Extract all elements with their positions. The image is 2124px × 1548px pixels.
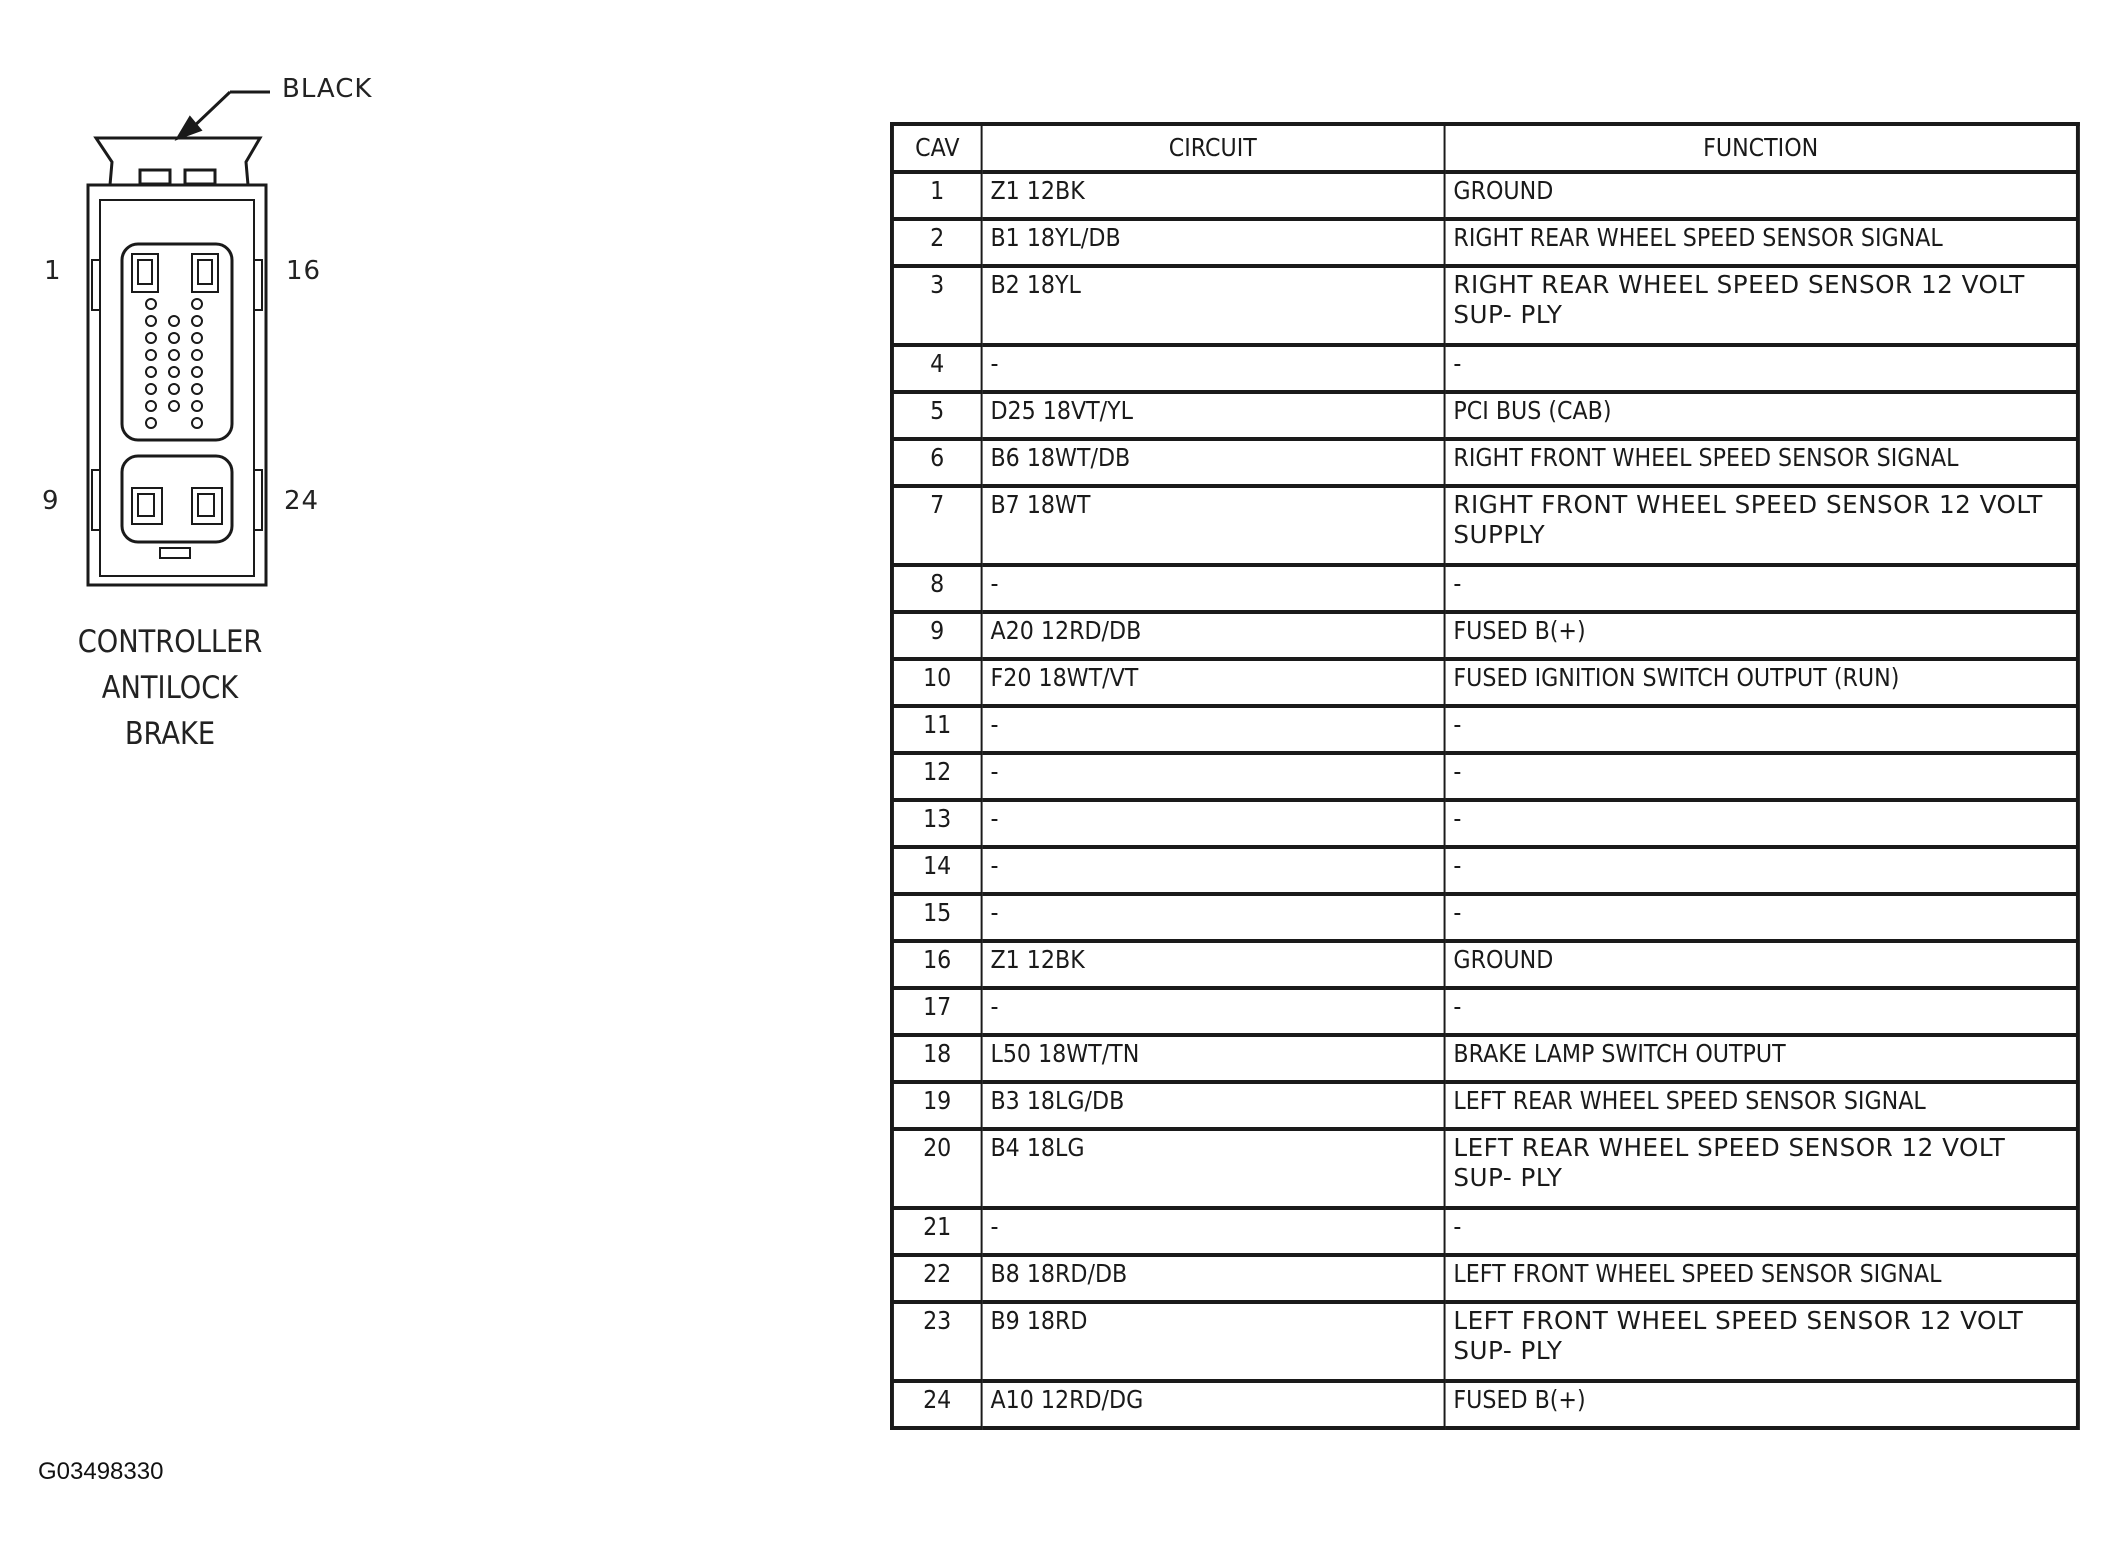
pin-label-bottom-right: 24 — [284, 486, 320, 516]
cell-cav: 19 — [892, 1082, 982, 1129]
cell-cav: 2 — [892, 219, 982, 266]
cell-cav: 15 — [892, 894, 982, 941]
cell-circuit: - — [982, 1208, 1445, 1255]
table-row — [892, 706, 2078, 753]
connector-latch — [96, 138, 260, 185]
table-row — [892, 1035, 2078, 1082]
table-row — [892, 894, 2078, 941]
pin-holes — [146, 299, 202, 428]
pin-hole — [169, 316, 179, 326]
cell-function: - — [1445, 1208, 2078, 1255]
cell-circuit: B4 18LG — [982, 1129, 1445, 1208]
callout-arrowhead-icon — [178, 118, 200, 138]
pin-label-top-right: 16 — [286, 256, 322, 286]
cell-circuit: - — [982, 800, 1445, 847]
cell-cav: 12 — [892, 753, 982, 800]
cell-circuit: A10 12RD/DG — [982, 1381, 1445, 1428]
pin-hole — [192, 350, 202, 360]
figure-id: G03498330 — [38, 1458, 164, 1485]
cell-cav: 6 — [892, 439, 982, 486]
cell-circuit: B9 18RD — [982, 1302, 1445, 1381]
latch-slot-right — [185, 170, 215, 184]
cell-circuit: Z1 12BK — [982, 172, 1445, 219]
cell-function: LEFT FRONT WHEEL SPEED SENSOR 12 VOLT SUP- PLY — [1445, 1302, 2078, 1381]
header-function: FUNCTION — [1445, 124, 2078, 172]
table-row — [892, 1129, 2078, 1208]
cell-function: - — [1445, 753, 2078, 800]
pin-hole — [146, 350, 156, 360]
table-row — [892, 486, 2078, 565]
cell-function: - — [1445, 988, 2078, 1035]
table-row — [892, 659, 2078, 706]
cell-cav: 18 — [892, 1035, 982, 1082]
cell-function: RIGHT REAR WHEEL SPEED SENSOR SIGNAL — [1445, 219, 2078, 266]
table-row — [892, 1255, 2078, 1302]
cell-cav: 8 — [892, 565, 982, 612]
pin-hole — [169, 333, 179, 343]
table-row — [892, 1082, 2078, 1129]
pin-hole — [146, 299, 156, 309]
pin-hole — [146, 367, 156, 377]
cell-circuit: A20 12RD/DB — [982, 612, 1445, 659]
cell-circuit: F20 18WT/VT — [982, 659, 1445, 706]
cell-function: - — [1445, 345, 2078, 392]
pin-hole — [146, 401, 156, 411]
cell-function: RIGHT FRONT WHEEL SPEED SENSOR SIGNAL — [1445, 439, 2078, 486]
table-row — [892, 753, 2078, 800]
cell-function: - — [1445, 894, 2078, 941]
table-row — [892, 1208, 2078, 1255]
cell-circuit: - — [982, 894, 1445, 941]
table-row — [892, 847, 2078, 894]
cell-circuit: - — [982, 345, 1445, 392]
cell-function: PCI BUS (CAB) — [1445, 392, 2078, 439]
table-row — [892, 172, 2078, 219]
cell-cav: 5 — [892, 392, 982, 439]
pin-label-top-left: 1 — [44, 256, 62, 286]
cell-cav: 14 — [892, 847, 982, 894]
cell-cav: 21 — [892, 1208, 982, 1255]
cell-cav: 22 — [892, 1255, 982, 1302]
table-row — [892, 1381, 2078, 1428]
color-callout-label: BLACK — [282, 74, 373, 104]
table-row — [892, 345, 2078, 392]
cell-function: - — [1445, 847, 2078, 894]
cell-cav: 16 — [892, 941, 982, 988]
cell-function: FUSED IGNITION SWITCH OUTPUT (RUN) — [1445, 659, 2078, 706]
cell-function: LEFT FRONT WHEEL SPEED SENSOR SIGNAL — [1445, 1255, 2078, 1302]
cell-function: - — [1445, 800, 2078, 847]
table-row — [892, 1302, 2078, 1381]
cell-cav: 17 — [892, 988, 982, 1035]
header-cav: CAV — [892, 124, 982, 172]
cell-function: FUSED B(+) — [1445, 612, 2078, 659]
cell-function: GROUND — [1445, 941, 2078, 988]
cell-circuit: - — [982, 988, 1445, 1035]
pin-hole — [146, 384, 156, 394]
table-row — [892, 800, 2078, 847]
pin-hole — [146, 333, 156, 343]
latch-slot-left — [140, 170, 170, 184]
cell-circuit: - — [982, 706, 1445, 753]
table-body — [892, 172, 2078, 1428]
cell-function: LEFT REAR WHEEL SPEED SENSOR SIGNAL — [1445, 1082, 2078, 1129]
cell-circuit: - — [982, 847, 1445, 894]
pin-hole — [192, 316, 202, 326]
cell-cav: 1 — [892, 172, 982, 219]
cell-cav: 20 — [892, 1129, 982, 1208]
cell-cav: 7 — [892, 486, 982, 565]
cell-cav: 9 — [892, 612, 982, 659]
cell-function: BRAKE LAMP SWITCH OUTPUT — [1445, 1035, 2078, 1082]
pin-hole — [169, 401, 179, 411]
pin-hole — [169, 384, 179, 394]
pin-hole — [192, 299, 202, 309]
header-circuit: CIRCUIT — [982, 124, 1445, 172]
table-row — [892, 941, 2078, 988]
table-row — [892, 565, 2078, 612]
cell-function: LEFT REAR WHEEL SPEED SENSOR 12 VOLT SUP- PLY — [1445, 1129, 2078, 1208]
cell-circuit: Z1 12BK — [982, 941, 1445, 988]
cell-cav: 3 — [892, 266, 982, 345]
pin-hole — [192, 384, 202, 394]
cell-circuit: B3 18LG/DB — [982, 1082, 1445, 1129]
cell-circuit: B6 18WT/DB — [982, 439, 1445, 486]
cell-function: - — [1445, 706, 2078, 753]
cell-cav: 11 — [892, 706, 982, 753]
cell-circuit: - — [982, 565, 1445, 612]
table-row — [892, 988, 2078, 1035]
pin-hole — [192, 401, 202, 411]
table-row — [892, 266, 2078, 345]
cell-function: RIGHT FRONT WHEEL SPEED SENSOR 12 VOLT SUPPLY — [1445, 486, 2078, 565]
table-row — [892, 439, 2078, 486]
table-row — [892, 612, 2078, 659]
cell-function: RIGHT REAR WHEEL SPEED SENSOR 12 VOLT SUP- PLY — [1445, 266, 2078, 345]
table-row — [892, 392, 2078, 439]
connector-title-line-3: BRAKE — [124, 716, 216, 752]
pin-hole — [192, 418, 202, 428]
table-row — [892, 219, 2078, 266]
pin-hole — [192, 333, 202, 343]
cell-cav: 10 — [892, 659, 982, 706]
cell-cav: 13 — [892, 800, 982, 847]
cell-function: GROUND — [1445, 172, 2078, 219]
lower-latch-tab — [160, 548, 190, 558]
cell-circuit: B7 18WT — [982, 486, 1445, 565]
cell-function: FUSED B(+) — [1445, 1381, 2078, 1428]
cell-function: - — [1445, 565, 2078, 612]
cell-circuit: B8 18RD/DB — [982, 1255, 1445, 1302]
cell-cav: 4 — [892, 345, 982, 392]
pin-hole — [169, 367, 179, 377]
pin-hole — [146, 418, 156, 428]
cell-circuit: D25 18VT/YL — [982, 392, 1445, 439]
table-header-row — [892, 124, 2078, 172]
cell-cav: 23 — [892, 1302, 982, 1381]
cell-circuit: - — [982, 753, 1445, 800]
pinout-table — [890, 122, 2080, 1430]
cell-circuit: B1 18YL/DB — [982, 219, 1445, 266]
pin-hole — [192, 367, 202, 377]
connector-title-line-2: ANTILOCK — [101, 670, 239, 706]
pin-hole — [169, 350, 179, 360]
cell-circuit: B2 18YL — [982, 266, 1445, 345]
pin-label-bottom-left: 9 — [42, 486, 60, 516]
cell-cav: 24 — [892, 1381, 982, 1428]
cell-circuit: L50 18WT/TN — [982, 1035, 1445, 1082]
pin-hole — [146, 316, 156, 326]
connector-title-line-1: CONTROLLER — [77, 624, 263, 660]
